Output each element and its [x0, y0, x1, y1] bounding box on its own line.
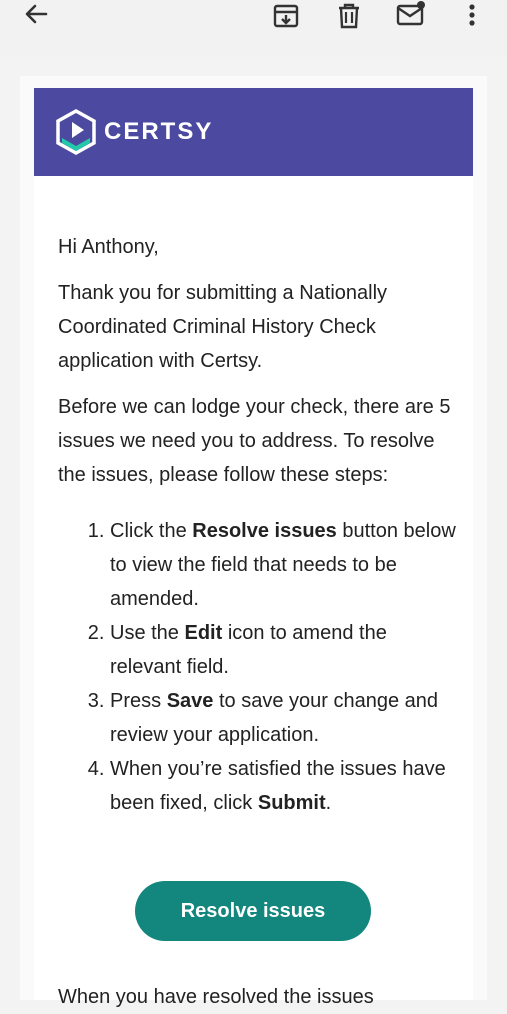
delete-icon[interactable] [336, 2, 362, 30]
list-item: 2. Use the Edit icon to amend the relevant field. [110, 616, 458, 684]
intro-paragraph: Thank you for submitting a Nationally Coordinated Criminal History Check application with Certsy. [58, 282, 388, 372]
steps-list [58, 514, 458, 820]
archive-icon[interactable] [272, 2, 300, 30]
list-item: 1. Click the Resolve issues button below to view the field that needs to be amended. [110, 514, 458, 616]
email-body [58, 230, 458, 820]
list-item: 3. Press Save to save your change and review your application. [110, 684, 458, 752]
more-options-icon[interactable] [462, 2, 482, 30]
email-card [34, 88, 473, 1008]
email-content-area [20, 76, 487, 1008]
list-item: 4. When you’re satisfied the issues have been fixed, click Submit. [110, 752, 458, 820]
certsy-logo-icon [54, 108, 98, 161]
back-arrow-icon[interactable] [22, 0, 50, 28]
resolve-issues-button[interactable]: Resolve issues [135, 881, 371, 941]
greeting: Hi Anthony, [58, 236, 159, 258]
brand-name: CERTSY [104, 118, 214, 145]
issues-paragraph: Before we can lodge your check, there are 5 issues we need you to address. To resolve the issues, please follow these steps: [58, 396, 451, 486]
closing-text: When you have resolved the issues [58, 986, 374, 1008]
mark-unread-icon[interactable] [396, 0, 428, 28]
brand-header [34, 88, 473, 176]
top-app-bar [0, 0, 507, 56]
